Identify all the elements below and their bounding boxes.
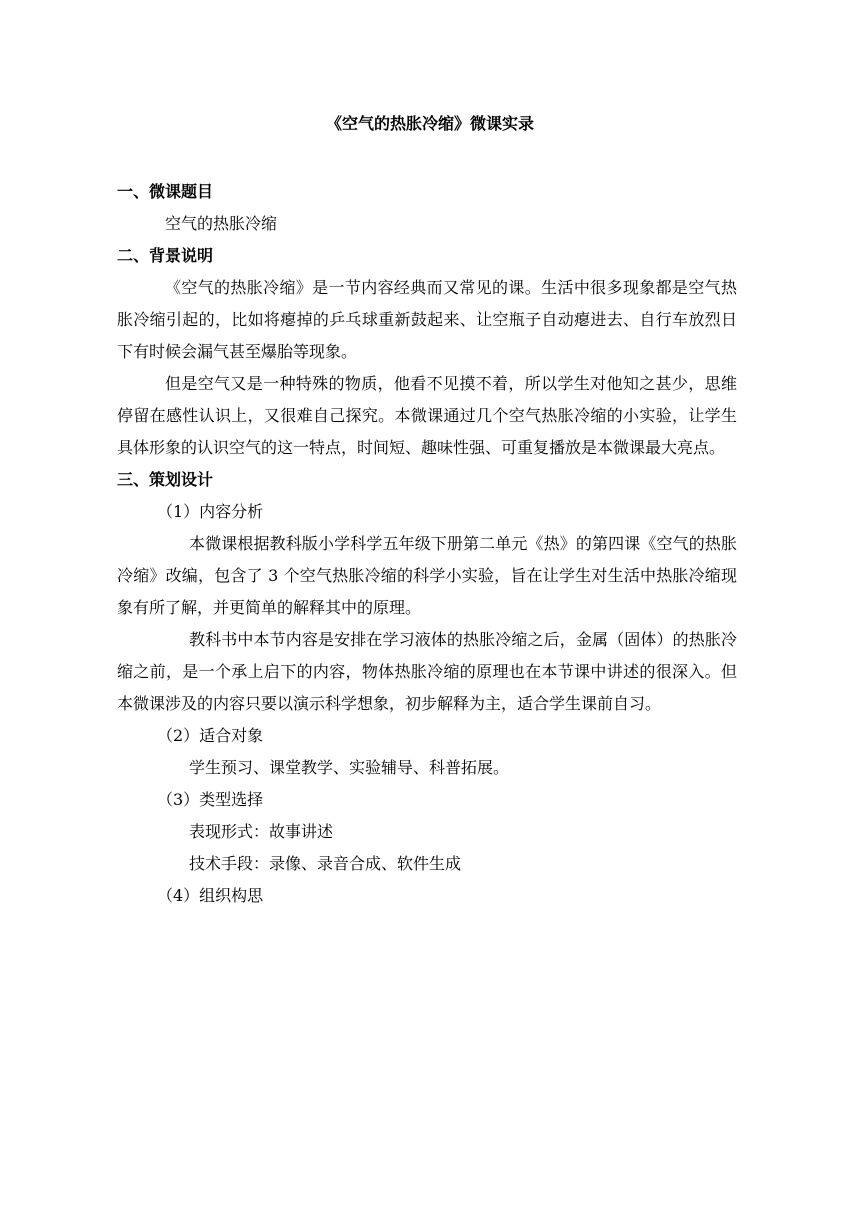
target-audience-text: 学生预习、课堂教学、实验辅导、科普拓展。	[189, 758, 510, 777]
technical-means-text: 技术手段：录像、录音合成、软件生成	[189, 854, 462, 873]
subheading-organization: （4）组织构思	[157, 886, 264, 905]
content-analysis-paragraph-2: 教科书中本节内容是安排在学习液体的热胀冷缩之后，金属（固体）的热胀冷缩之前，是一个承上启下的内容，物体热胀冷缩的原理也在本节课中讲述的很深入。但本微课涉及的内容只要以演示科学想象，初步解释为主，适合学生课前自习。	[117, 630, 737, 713]
document-title: 《空气的热胀冷缩》微课实录	[325, 114, 534, 133]
presentation-form-text: 表现形式：故事讲述	[189, 822, 334, 841]
section-heading-background: 二、背景说明	[117, 246, 214, 265]
document-body	[117, 176, 737, 912]
topic-text: 空气的热胀冷缩	[165, 214, 278, 233]
background-paragraph-1: 《空气的热胀冷缩》是一节内容经典而又常见的课。生活中很多现象都是空气热胀冷缩引起的，比如将瘪掉的乒乓球重新鼓起来、让空瓶子自动瘪进去、自行车放烈日下有时候会漏气甚至爆胎等现象。	[117, 278, 737, 361]
section-heading-design: 三、策划设计	[117, 470, 214, 489]
section-heading-topic: 一、微课题目	[117, 182, 214, 201]
content-analysis-paragraph-1: 本微课根据教科版小学科学五年级下册第二单元《热》的第四课《空气的热胀冷缩》改编，包含了 3 个空气热胀冷缩的科学小实验，旨在让学生对生活中热胀冷缩现象有所了解，并更简单的解释其中的原理。	[117, 534, 737, 617]
subheading-target-audience: （2）适合对象	[157, 726, 264, 745]
background-paragraph-2: 但是空气又是一种特殊的物质，他看不见摸不着，所以学生对他知之甚少，思维停留在感性认识上，又很难自己探究。本微课通过几个空气热胀冷缩的小实验，让学生具体形象的认识空气的这一特点，时间短、趣味性强、可重复播放是本微课最大亮点。	[117, 374, 737, 457]
subheading-type-selection: （3）类型选择	[157, 790, 264, 809]
subheading-content-analysis: （1）内容分析	[157, 502, 264, 521]
